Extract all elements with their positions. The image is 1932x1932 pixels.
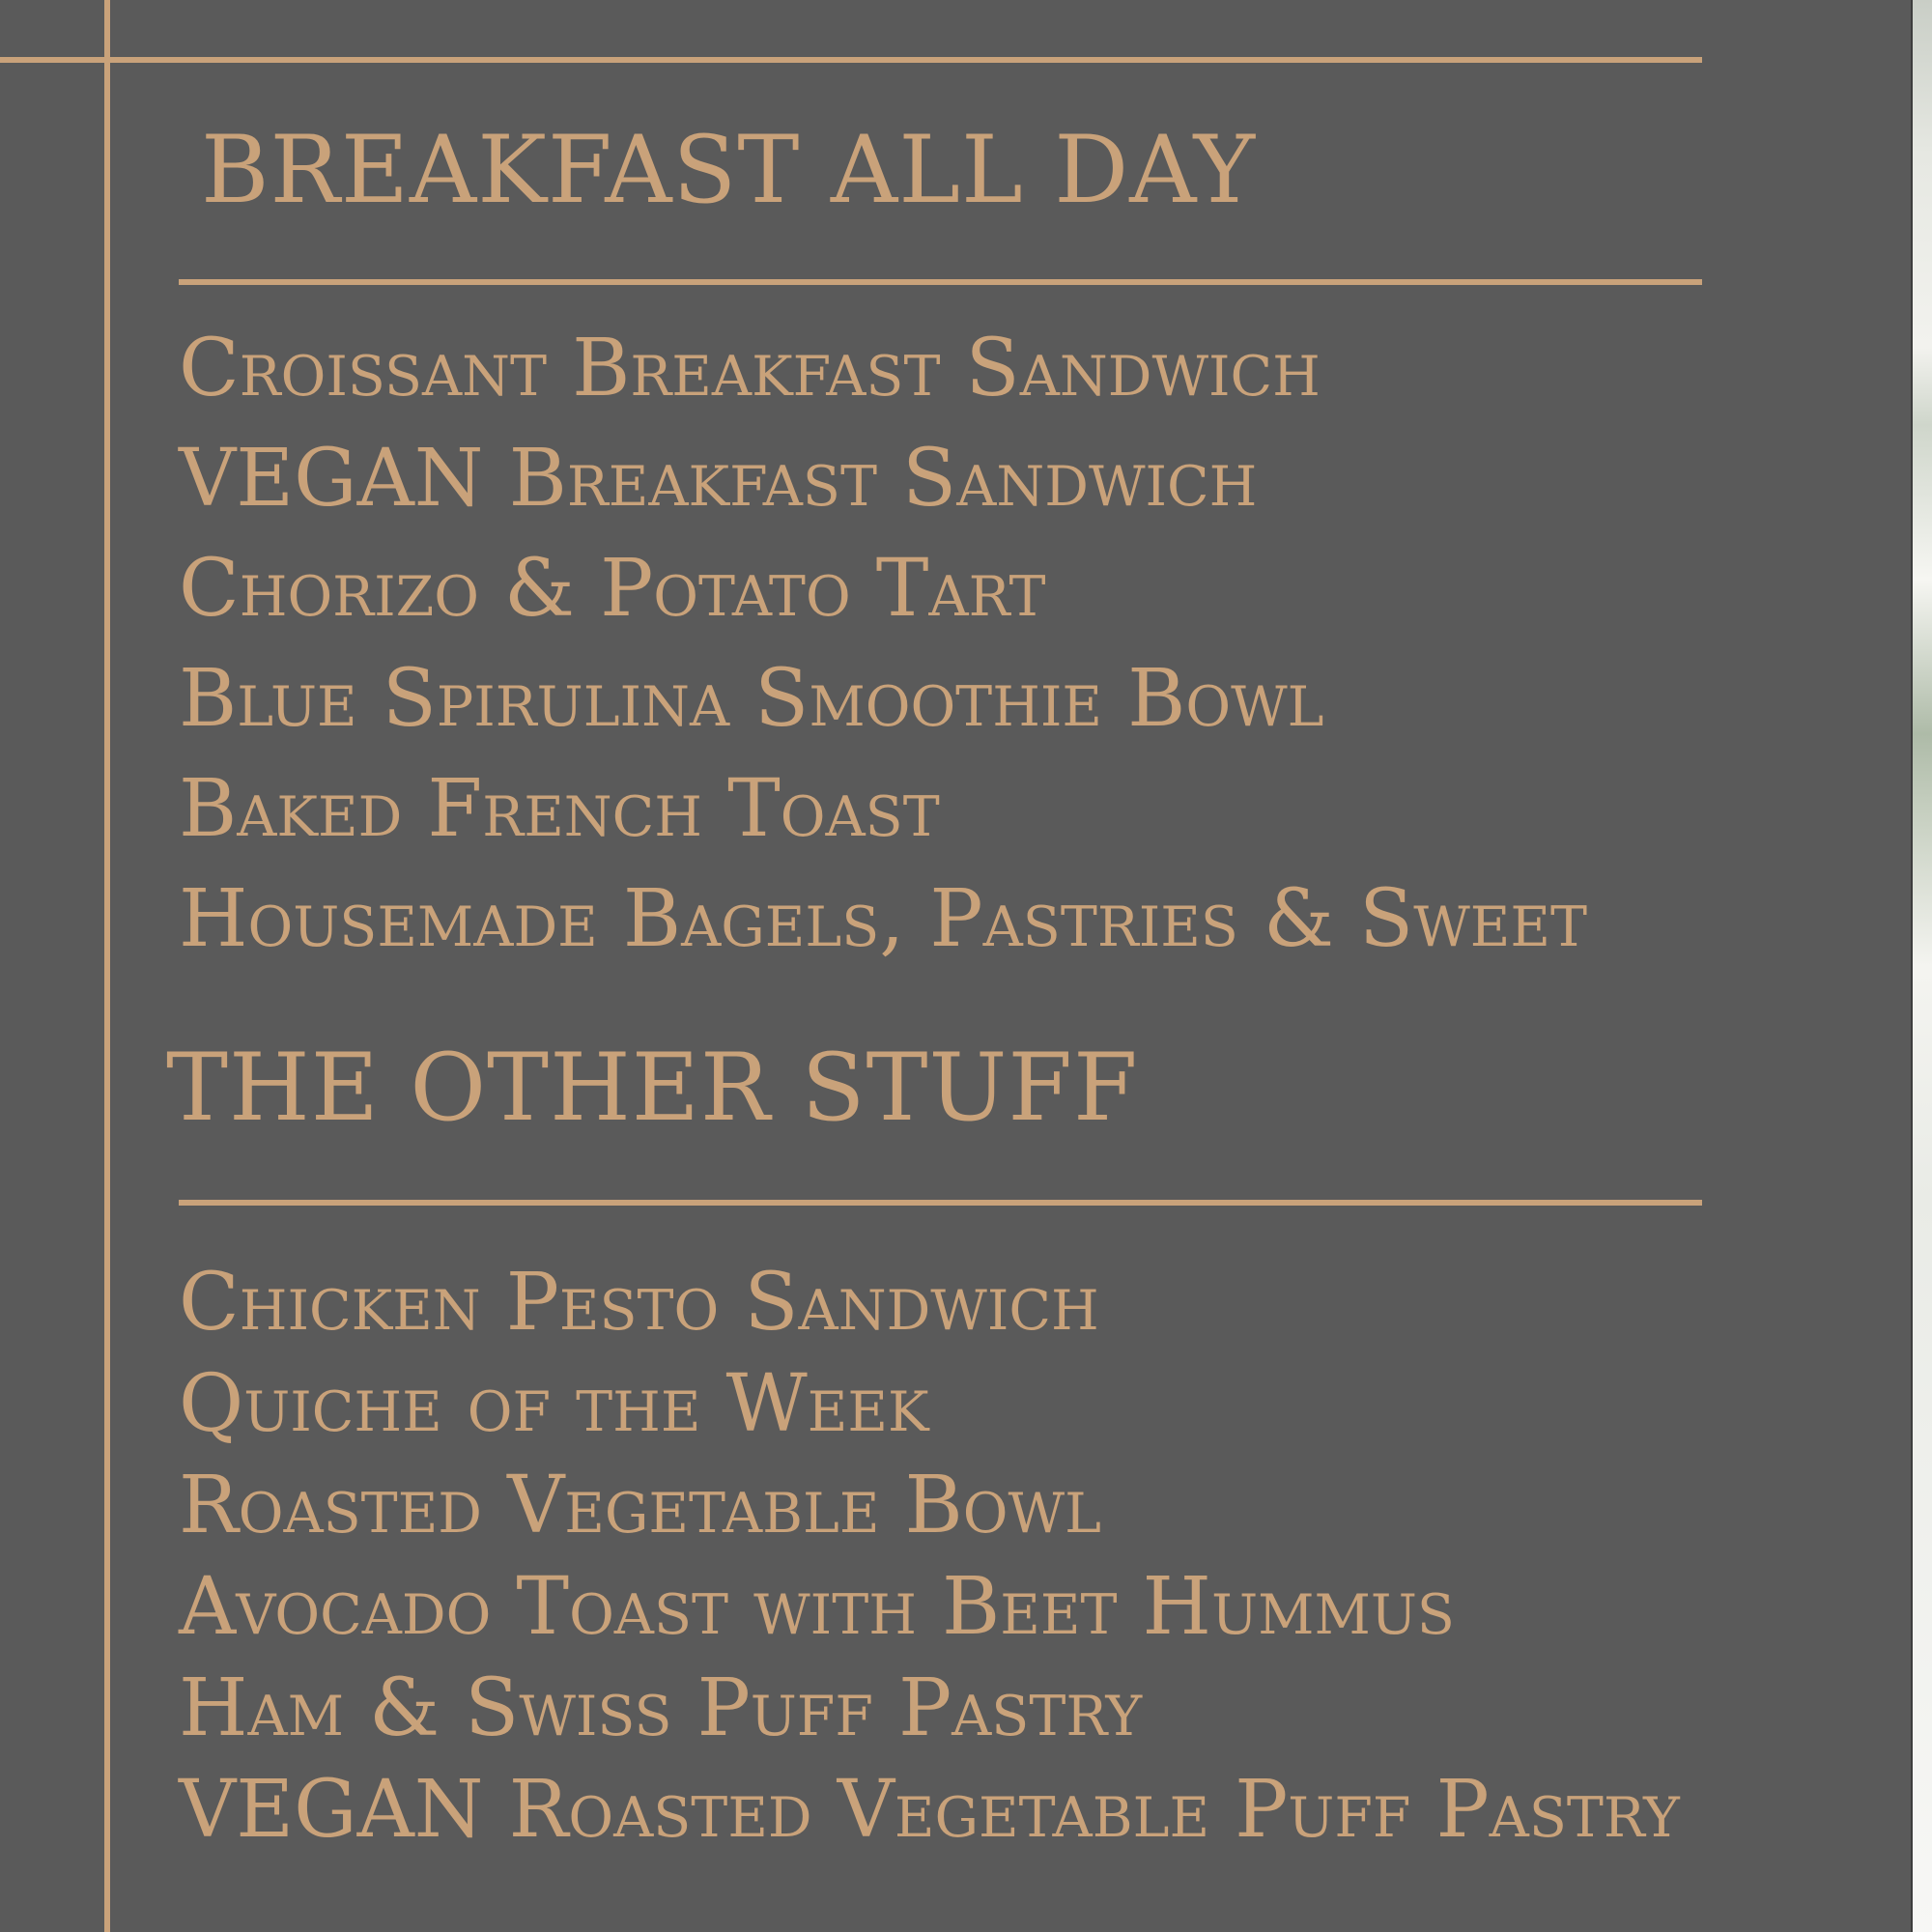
menu-item: Avocado Toast with Beet Hummus [179,1561,1455,1653]
other-divider [179,1200,1702,1206]
menu-item: Chicken Pesto Sandwich [179,1257,1099,1349]
menu-item: Croissant Breakfast Sandwich [179,323,1321,414]
other-items-list [179,1252,1680,1861]
breakfast-items-list [179,314,1587,975]
menu-item: Housemade Bagels, Pastries & Sweet [179,873,1588,965]
menu-item: Chorizo & Potato Tart [179,543,1046,635]
menu-item: Roasted Vegetable Bowl [179,1460,1101,1551]
section-title-breakfast: BREAKFAST ALL DAY [201,116,1256,224]
vertical-divider [104,0,110,1932]
menu-item: VEGAN Roasted Vegetable Puff Pastry [179,1764,1680,1856]
menu-item: VEGAN Breakfast Sandwich [179,433,1258,525]
top-divider [0,57,1702,63]
background-photo-edge [1911,0,1932,1932]
menu-item: Blue Spirulina Smoothie Bowl [179,653,1324,745]
menu-item: Quiche of the Week [179,1358,929,1450]
breakfast-divider [179,279,1702,285]
menu-item: Ham & Swiss Puff Pastry [179,1662,1143,1754]
menu-item: Baked French Toast [179,763,940,855]
section-title-other: THE OTHER STUFF [166,1034,1139,1142]
